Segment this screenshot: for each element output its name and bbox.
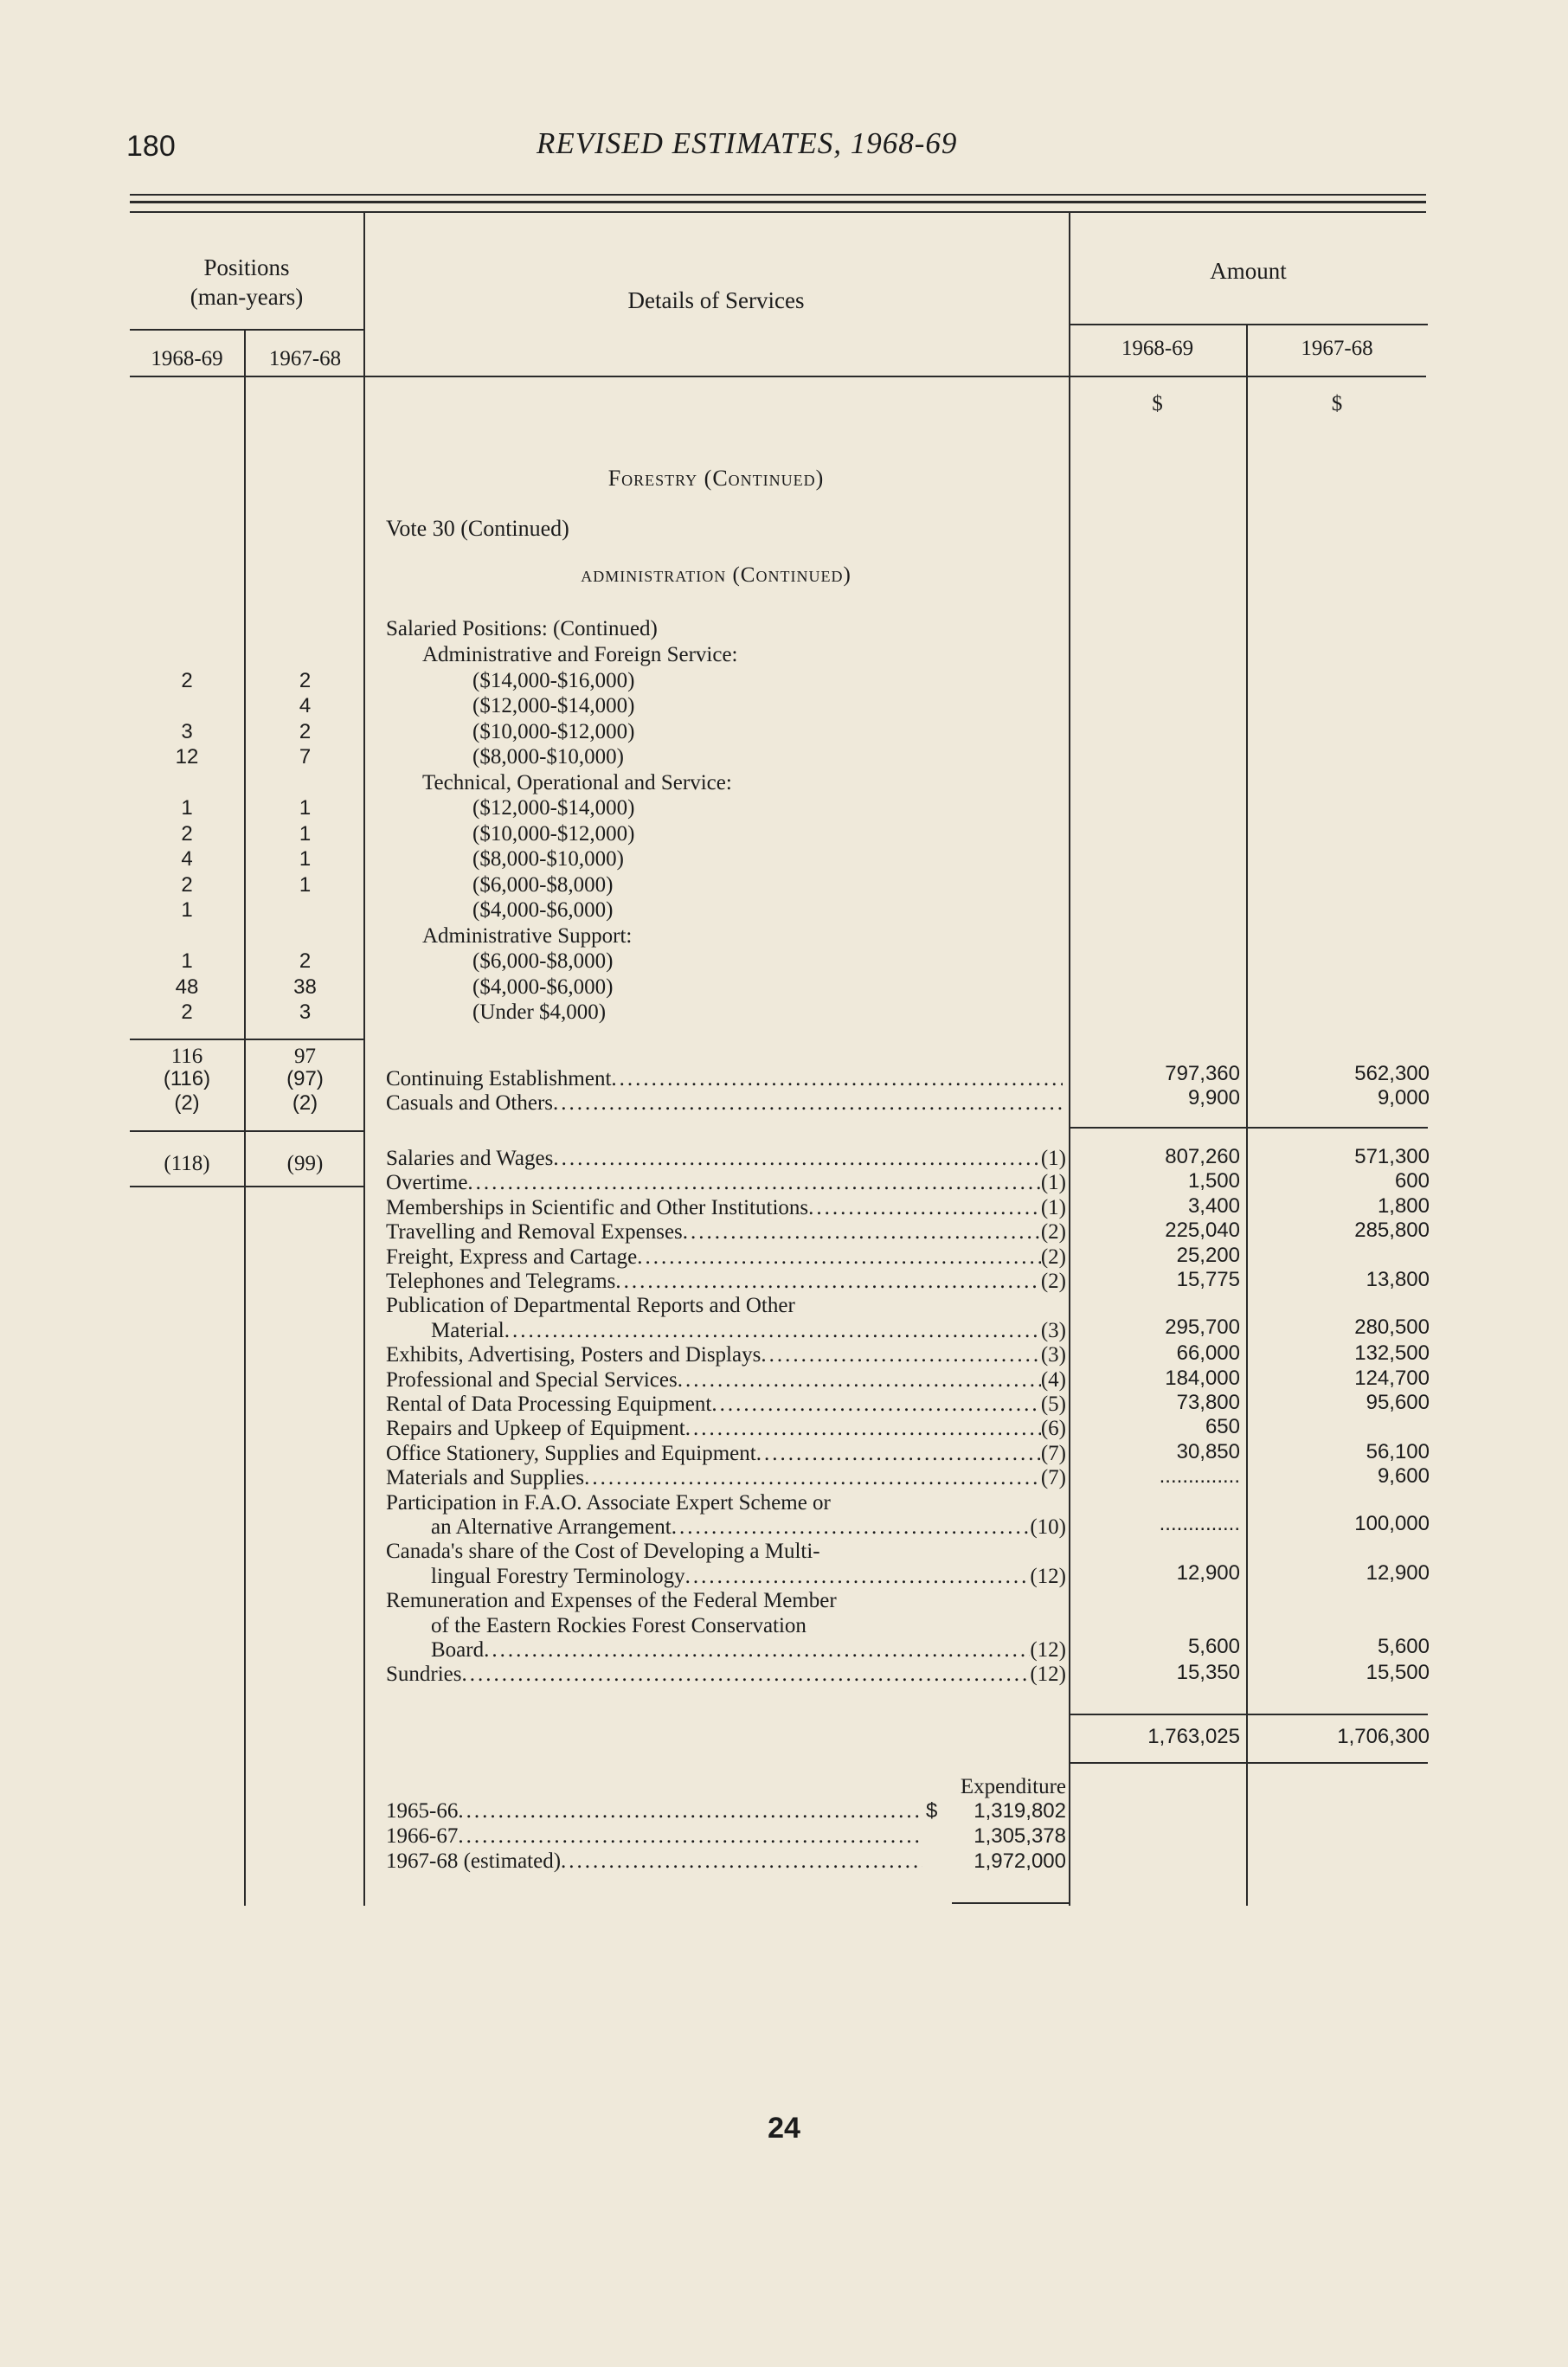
leader-dots — [584, 1465, 1041, 1491]
expenditure-year: 1965-66 — [386, 1799, 459, 1823]
expense-reference: (4) — [1040, 1367, 1066, 1392]
leader-dots — [462, 1662, 1031, 1688]
expense-row — [386, 1269, 1066, 1295]
position-count-1968: 4 — [181, 847, 193, 871]
expense-amount-1968: 295,700 — [1165, 1315, 1240, 1339]
expense-label: Telephones and Telegrams — [386, 1270, 616, 1293]
leader-dots — [467, 1170, 1040, 1196]
expense-amount-1967: 571,300 — [1354, 1145, 1430, 1168]
expense-label: Freight, Express and Cartage — [386, 1245, 638, 1269]
position-count-1968: 48 — [175, 974, 199, 999]
position-label: ($10,000-$12,000) — [472, 821, 635, 846]
establishment-label: Continuing Establishment — [386, 1067, 612, 1090]
expense-row — [431, 1637, 1066, 1663]
establishment-amount-1967: 562,300 — [1354, 1062, 1430, 1085]
positions-total-a: 116 — [170, 1045, 203, 1068]
expense-label: an Alternative Arrangement — [431, 1515, 672, 1539]
expense-amount-1968: .............. — [1159, 1512, 1240, 1535]
position-label: Administrative Support: — [422, 923, 633, 948]
position-label: ($4,000-$6,000) — [472, 974, 614, 999]
expense-amount-1967: 9,600 — [1377, 1464, 1430, 1489]
expense-row — [386, 1662, 1066, 1688]
expense-label-line: of the Eastern Rockies Forest Conservation — [431, 1613, 806, 1637]
expense-amount-1968: .............. — [1159, 1464, 1240, 1489]
expense-amount-1968: 66,000 — [1176, 1341, 1240, 1366]
leader-dots — [756, 1441, 1041, 1467]
position-count-1967: 4 — [299, 694, 312, 717]
position-label: Technical, Operational and Service: — [422, 770, 732, 794]
expense-reference: (10) — [1030, 1515, 1066, 1539]
leader-dots — [553, 1146, 1041, 1172]
position-label: ($10,000-$12,000) — [472, 719, 635, 743]
position-label: ($8,000-$10,000) — [472, 847, 624, 871]
position-count-1968: 2 — [181, 872, 193, 897]
expense-reference: (3) — [1040, 1343, 1066, 1367]
position-count-1967: 1 — [299, 847, 312, 871]
expense-label: Board — [431, 1638, 485, 1662]
establishment-amount-1968: 797,360 — [1165, 1062, 1240, 1085]
expense-label-line: Publication of Departmental Reports and Other — [386, 1294, 795, 1318]
position-count-1967: 3 — [299, 1000, 312, 1024]
positions-total-b: 97 — [294, 1045, 316, 1068]
expenditure-year: 1966-67 — [386, 1824, 459, 1848]
expense-label: Exhibits, Advertising, Posters and Displays — [386, 1343, 762, 1367]
running-head: REVISED ESTIMATES, 1968-69 — [537, 126, 958, 160]
expense-amount-1967: 5,600 — [1377, 1635, 1430, 1658]
position-count-1967: 1 — [299, 821, 312, 846]
details-header: Details of Services — [627, 287, 805, 313]
expense-label: Travelling and Removal Expenses — [386, 1220, 683, 1245]
expense-amount-1967: 132,500 — [1354, 1341, 1430, 1366]
expenditure-prefix: $ — [926, 1799, 938, 1823]
top-rule-lower — [130, 211, 1426, 213]
leader-dots — [553, 1090, 1063, 1116]
expense-amount-1968: 25,200 — [1176, 1243, 1240, 1267]
expenditure-bottom-rule — [952, 1902, 1069, 1904]
position-count-1968: 12 — [175, 745, 199, 769]
expense-row — [386, 1465, 1066, 1491]
expense-amount-1968: 15,775 — [1176, 1268, 1240, 1291]
pos-year-a: 1968-69 — [151, 347, 223, 370]
salaried-heading: Salaried Positions: (Continued) — [386, 617, 658, 640]
footer-number: 24 — [768, 2112, 800, 2145]
expense-reference: (12) — [1030, 1638, 1066, 1662]
expense-reference: (3) — [1040, 1318, 1066, 1342]
expense-row — [386, 1219, 1066, 1245]
expense-amount-1967: 600 — [1394, 1169, 1430, 1193]
establishment-row — [386, 1066, 1063, 1092]
amt-year-a: 1968-69 — [1121, 337, 1194, 360]
expense-row — [431, 1564, 1066, 1590]
position-count-1967: 1 — [299, 796, 312, 820]
expense-label: Material — [431, 1318, 504, 1342]
position-count-1967: 7 — [299, 745, 312, 769]
grand-total-rule-bottom — [1069, 1762, 1428, 1764]
section-vote: Vote 30 (Continued) — [386, 516, 569, 541]
establishment-pos-1968: (2) — [174, 1091, 200, 1115]
leader-dots — [761, 1342, 1041, 1368]
expense-reference: (12) — [1030, 1663, 1066, 1687]
top-rule — [130, 194, 1426, 196]
expense-row — [386, 1170, 1066, 1196]
expense-amount-1968: 650 — [1205, 1415, 1240, 1439]
position-label: ($12,000-$14,000) — [472, 796, 635, 820]
position-label: Administrative and Foreign Service: — [422, 643, 738, 666]
expense-reference: (7) — [1040, 1441, 1066, 1465]
expense-reference: (2) — [1040, 1220, 1066, 1245]
position-label: ($4,000-$6,000) — [472, 898, 614, 922]
expense-label: Materials and Supplies — [386, 1466, 585, 1490]
expense-reference: (1) — [1040, 1171, 1066, 1195]
amount-header-rule — [1069, 324, 1428, 325]
expense-amount-1968: 73,800 — [1176, 1391, 1240, 1414]
leader-dots — [672, 1515, 1031, 1540]
expense-reference: (1) — [1040, 1147, 1066, 1170]
expense-row — [386, 1441, 1066, 1467]
expense-label: Rental of Data Processing Equipment — [386, 1393, 712, 1416]
expense-amount-1967: 12,900 — [1366, 1560, 1430, 1585]
position-count-1968: 1 — [181, 898, 193, 922]
establishment-label: Casuals and Others — [386, 1091, 554, 1115]
expense-amount-1967: 280,500 — [1354, 1315, 1430, 1339]
expense-row — [386, 1342, 1066, 1368]
expense-amount-1968: 1,500 — [1187, 1169, 1240, 1193]
establishment-pos-1968: (116) — [163, 1067, 211, 1090]
expense-amount-1968: 3,400 — [1187, 1193, 1240, 1218]
grand-total-b: 1,706,300 — [1337, 1725, 1430, 1748]
position-label: ($14,000-$16,000) — [472, 668, 635, 692]
expenditure-value: 1,972,000 — [974, 1849, 1066, 1873]
expense-amount-1968: 184,000 — [1165, 1366, 1240, 1390]
salaries-positions-b: (99) — [286, 1152, 324, 1175]
col-rule-details-left — [363, 211, 365, 1906]
leader-dots — [637, 1245, 1041, 1270]
amount-subtotal-rule — [1069, 1127, 1428, 1129]
position-label: (Under $4,000) — [472, 1000, 607, 1024]
establishment-pos-1967: (97) — [286, 1067, 324, 1090]
establishment-amount-1967: 9,000 — [1377, 1086, 1430, 1110]
leader-dots — [504, 1318, 1041, 1344]
leader-dots — [484, 1637, 1030, 1663]
positions-total-rule — [130, 1130, 363, 1132]
leader-dots — [711, 1392, 1041, 1418]
pos-year-b: 1967-68 — [268, 347, 342, 370]
expense-reference: (1) — [1040, 1195, 1066, 1219]
top-rule-thick — [130, 201, 1426, 203]
expense-label: Professional and Special Services — [386, 1367, 678, 1392]
expense-amount-1967: 95,600 — [1366, 1391, 1430, 1414]
expense-amount-1968: 30,850 — [1176, 1439, 1240, 1463]
leader-dots — [458, 1798, 922, 1824]
expense-row — [431, 1515, 1066, 1540]
position-count-1967: 1 — [299, 872, 312, 897]
expense-amount-1967: 1,800 — [1377, 1193, 1430, 1218]
expense-row — [386, 1146, 1066, 1172]
establishment-row — [386, 1090, 1063, 1116]
salaries-positions-a: (118) — [164, 1152, 210, 1175]
expense-label: Overtime — [386, 1171, 468, 1195]
expense-row — [386, 1245, 1066, 1270]
leader-dots — [561, 1849, 922, 1875]
position-count-1967: 2 — [299, 668, 312, 692]
expense-amount-1968: 15,350 — [1176, 1661, 1240, 1685]
expense-label: Salaries and Wages — [386, 1147, 554, 1170]
dollar-sign-b: $ — [1331, 392, 1343, 415]
expense-label: Sundries — [386, 1663, 462, 1687]
establishment-pos-1967: (2) — [292, 1091, 318, 1115]
expense-reference: (5) — [1040, 1393, 1066, 1416]
expense-row — [431, 1318, 1066, 1344]
leader-dots — [458, 1823, 922, 1849]
position-label: ($6,000-$8,000) — [472, 872, 614, 897]
position-count-1967: 2 — [299, 719, 312, 743]
position-count-1968: 3 — [181, 719, 193, 743]
expense-row — [386, 1392, 1066, 1418]
dollar-sign-a: $ — [1152, 392, 1163, 415]
expense-amount-1967: 285,800 — [1354, 1219, 1430, 1243]
expense-row — [386, 1416, 1066, 1442]
grand-total-a: 1,763,025 — [1147, 1725, 1240, 1748]
expense-amount-1968: 807,260 — [1165, 1145, 1240, 1168]
expense-reference: (2) — [1040, 1245, 1066, 1269]
position-count-1968: 2 — [181, 1000, 193, 1024]
man-years-label: (man-years) — [190, 284, 304, 310]
expense-label-line: Remuneration and Expenses of the Federal Member — [386, 1589, 837, 1613]
section-forestry: Forestry (Continued) — [607, 466, 825, 491]
positions-header-rule — [130, 329, 363, 331]
position-count-1968: 2 — [181, 668, 193, 692]
amt-year-b: 1967-68 — [1301, 337, 1373, 360]
expenditure-row — [386, 1849, 922, 1875]
establishment-amount-1968: 9,900 — [1187, 1086, 1240, 1110]
leader-dots — [678, 1367, 1041, 1393]
position-count-1967: 38 — [293, 974, 317, 999]
position-label: ($6,000-$8,000) — [472, 949, 614, 973]
grand-total-rule-top — [1069, 1714, 1428, 1715]
leader-dots — [615, 1269, 1040, 1295]
expense-reference: (7) — [1040, 1466, 1066, 1490]
amount-header: Amount — [1210, 258, 1287, 284]
leader-dots — [611, 1066, 1063, 1092]
expenditure-title: Expenditure — [960, 1775, 1066, 1798]
expense-amount-1967: 15,500 — [1366, 1661, 1430, 1685]
leader-dots — [685, 1564, 1031, 1590]
expense-amount-1968: 5,600 — [1187, 1635, 1240, 1658]
expense-label-line: Canada's share of the Cost of Developing a Multi- — [386, 1540, 820, 1564]
expense-amount-1967: 100,000 — [1354, 1512, 1430, 1535]
section-administration: administration (Continued) — [581, 563, 851, 587]
expense-amount-1968: 12,900 — [1176, 1560, 1240, 1585]
positions-label: Positions — [203, 254, 290, 280]
expense-row — [386, 1195, 1066, 1221]
expense-amount-1968: 225,040 — [1165, 1219, 1240, 1243]
positions-subtotal-rule — [130, 1039, 363, 1040]
header-bottom-rule — [130, 376, 1426, 377]
expense-row — [386, 1367, 1066, 1393]
salaries-positions-rule — [130, 1186, 363, 1187]
expenditure-row — [386, 1823, 922, 1849]
expense-label: Memberships in Scientific and Other Institutions — [386, 1195, 809, 1219]
page-number: 180 — [126, 130, 176, 163]
col-rule-positions-mid — [244, 331, 246, 1906]
positions-header — [130, 253, 363, 312]
expense-amount-1967: 124,700 — [1354, 1366, 1430, 1390]
leader-dots — [808, 1195, 1041, 1221]
expense-reference: (2) — [1040, 1270, 1066, 1293]
leader-dots — [685, 1416, 1041, 1442]
position-count-1968: 1 — [181, 949, 193, 973]
expense-amount-1967: 56,100 — [1366, 1439, 1430, 1463]
expense-amount-1967: 13,800 — [1366, 1268, 1430, 1291]
expenditure-value: 1,305,378 — [974, 1824, 1066, 1848]
expense-label-line: Participation in F.A.O. Associate Expert Scheme or — [386, 1490, 831, 1515]
expense-reference: (12) — [1030, 1564, 1066, 1588]
position-count-1967: 2 — [299, 949, 312, 973]
position-label: ($12,000-$14,000) — [472, 694, 635, 717]
position-label: ($8,000-$10,000) — [472, 745, 624, 769]
expense-label: lingual Forestry Terminology — [431, 1564, 685, 1588]
expense-label: Repairs and Upkeep of Equipment — [386, 1417, 685, 1441]
leader-dots — [683, 1219, 1041, 1245]
expenditure-row — [386, 1798, 922, 1824]
expenditure-year: 1967-68 (estimated) — [386, 1849, 562, 1873]
expense-reference: (6) — [1040, 1417, 1066, 1441]
expenditure-value: 1,319,802 — [974, 1799, 1066, 1823]
position-count-1968: 1 — [181, 796, 193, 820]
expense-label: Office Stationery, Supplies and Equipment — [386, 1441, 756, 1465]
position-count-1968: 2 — [181, 821, 193, 846]
